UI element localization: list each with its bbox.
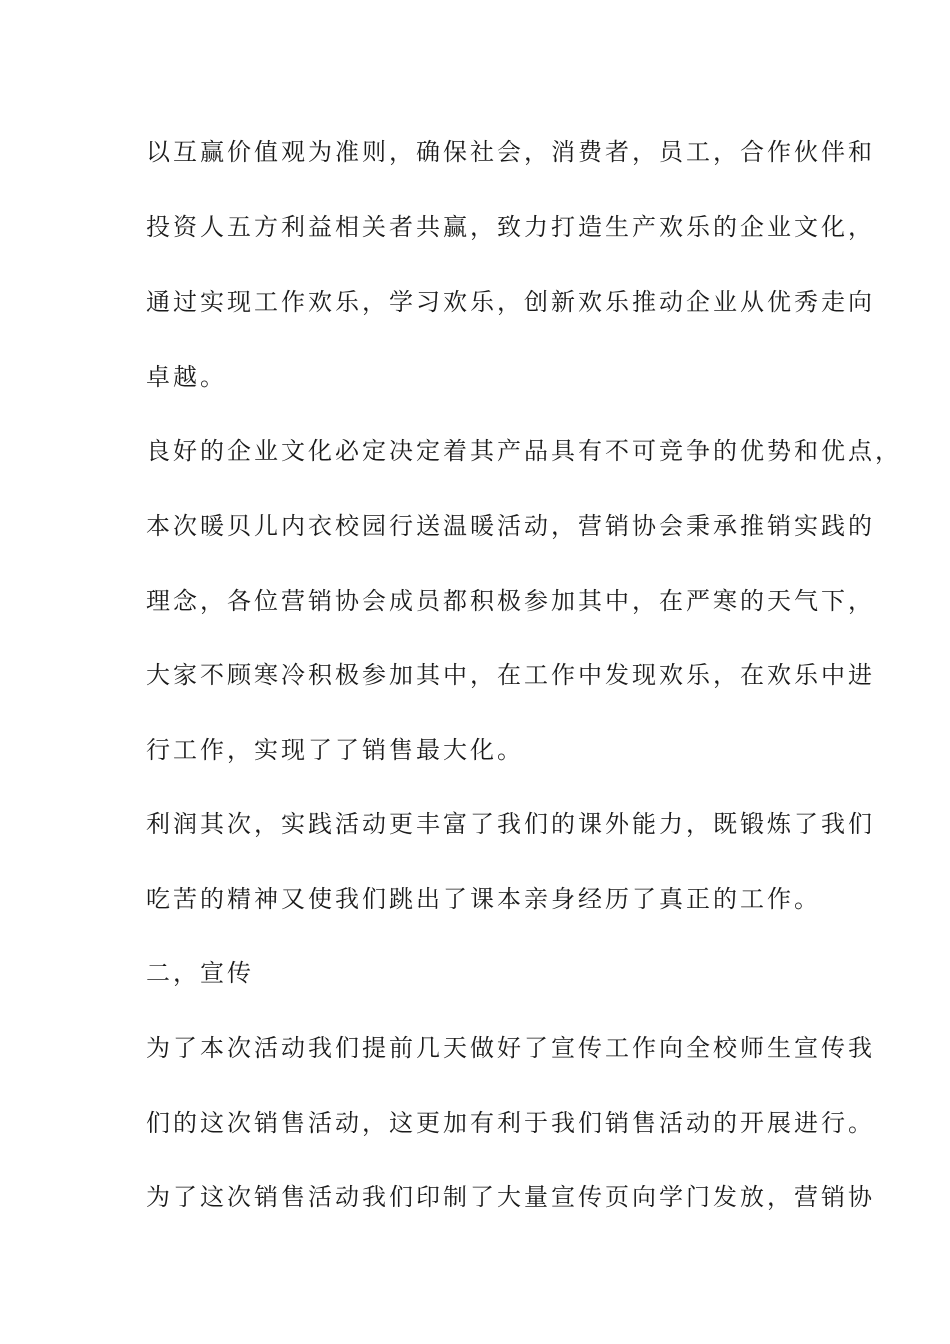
- text-line: 本次暖贝儿内衣校园行送温暖活动，营销协会秉承推销实践的: [146, 512, 875, 540]
- text-line: 大家不顾寒冷积极参加其中，在工作中发现欢乐，在欢乐中进: [146, 661, 875, 689]
- text-line: 吃苦的精神又使我们跳出了课本亲身经历了真正的工作。: [146, 885, 821, 913]
- text-line: 行工作，实现了了销售最大化。: [146, 736, 524, 764]
- text-line: 投资人五方利益相关者共赢，致力打造生产欢乐的企业文化，: [146, 213, 875, 241]
- text-line: 为了本次活动我们提前几天做好了宣传工作向全校师生宣传我: [146, 1034, 875, 1062]
- text-line: 理念，各位营销协会成员都积极参加其中，在严寒的天气下，: [146, 587, 875, 615]
- text-line: 以互赢价值观为准则，确保社会，消费者，员工，合作伙伴和: [146, 138, 875, 166]
- text-line: 良好的企业文化必定决定着其产品具有不可竞争的优势和优点，: [146, 437, 902, 465]
- text-line: 卓越。: [146, 363, 227, 391]
- text-line: 为了这次销售活动我们印制了大量宣传页向学门发放，营销协: [146, 1183, 875, 1211]
- text-line: 通过实现工作欢乐，学习欢乐，创新欢乐推动企业从优秀走向: [146, 288, 875, 316]
- text-line: 们的这次销售活动，这更加有利于我们销售活动的开展进行。: [146, 1109, 875, 1137]
- section-heading: 二，宣传: [146, 959, 254, 987]
- text-line: 利润其次，实践活动更丰富了我们的课外能力，既锻炼了我们: [146, 810, 875, 838]
